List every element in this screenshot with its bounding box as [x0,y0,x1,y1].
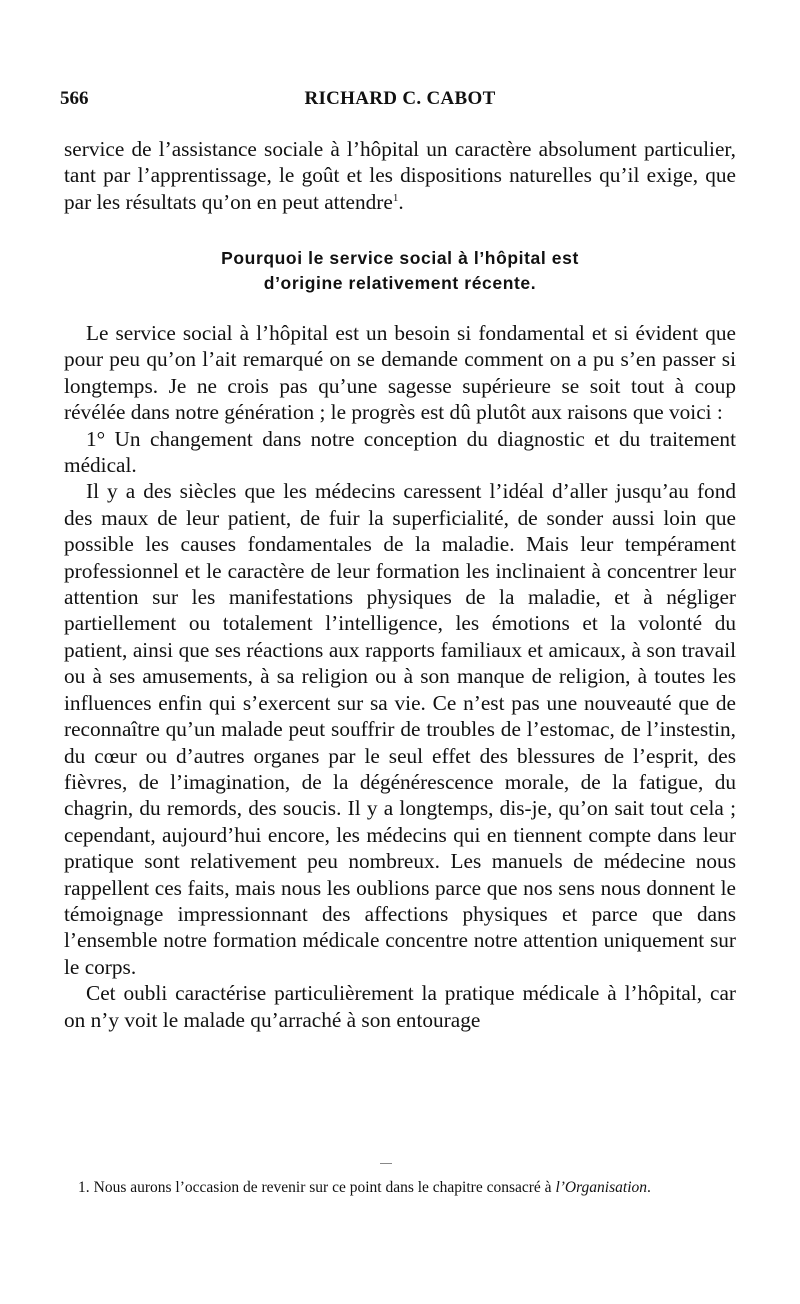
paragraph: Il y a des siècles que les médecins caressent l’idéal d’aller jusqu’au fond des maux de leur patient, de fuir la superficialité, de sonder aussi loin que possible les causes fondamentales de la maladie. Mais leur tempérament professionnel et le caractère de leur formation les inclinaient à concentrer leur attention sur les manifestations physiques de la maladie, et à négliger partiellement ou totalement l’intelligence, les émotions et la volonté du patient, ainsi que ses réactions aux rapports familiaux et amicaux, à son travail ou à ses amusements, à sa religion ou à son manque de religion, à toutes les influences enfin qui s’exercent sur sa vie. Ce n’est pas une nouveauté que de reconnaître qu’un malade peut souffrir de troubles de l’estomac, de l’instestin, du cœur ou d’autres organes par le seul effet des blessures de l’esprit, des fièvres, de l’imagination, de la dégénérescence morale, de la fatigue, du chagrin, du remords, des soucis. Il y a longtemps, dis-je, qu’on sait tout cela ; cependant, aujourd’hui encore, les médecins qui en tiennent compte dans leur pratique sont relativement peu nombreux. Les manuels de médecine nous rappellent ces faits, mais nous les oublions parce que nos sens nous donnent le témoignage impressionnant des affections physiques et parce que dans l’ensemble notre formation médicale concentre notre attention uniquement sur le corps. [64,479,736,979]
page-number: 566 [60,88,89,109]
intro-end: . [398,189,404,214]
footnote-number: 1. [78,1179,90,1196]
paragraph: 1° Un changement dans notre conception du diagnostic et du traitement médical. [64,426,736,478]
running-header [60,88,740,114]
section-heading-line-1: Pourquoi le service social à l’hôpital est [221,248,579,268]
running-title: RICHARD C. CABOT [304,88,496,109]
section-heading-line-2: d’origine relativement récente. [263,273,537,293]
footnote-end: . [647,1179,651,1196]
section-heading [64,246,736,296]
paragraph: Cet oubli caractérise particulièrement la pratique médicale à l’hôpital, car on n’y voit le malade qu’arraché à son entourage [64,981,736,1032]
footnote-divider [380,1163,392,1164]
intro-paragraph [64,136,736,215]
intro-text: service de l’assistance sociale à l’hôpital un caractère absolument particulier, tant par l’apprentissage, le goût et les dispositions naturelles qu’il exige, que par les résultats qu’on en peut attendre [64,137,736,214]
body-text [64,320,736,1033]
footnote-text: Nous aurons l’occasion de revenir sur ce point dans le chapitre consacré à [93,1179,556,1196]
footnote-mark: 1 [392,191,399,204]
footnote [64,1178,736,1198]
paragraph: Le service social à l’hôpital est un besoin si fondamental et si évident que pour peu qu’on l’ait remarqué on se demande comment on a pu s’en passer si longtemps. Je ne crois pas qu’une sagesse supérieure se soit tout à coup révélée dans notre génération ; le progrès est dû plutôt aux raisons que voici : [64,321,736,425]
footnote-italic: l’Organisation [555,1179,648,1196]
